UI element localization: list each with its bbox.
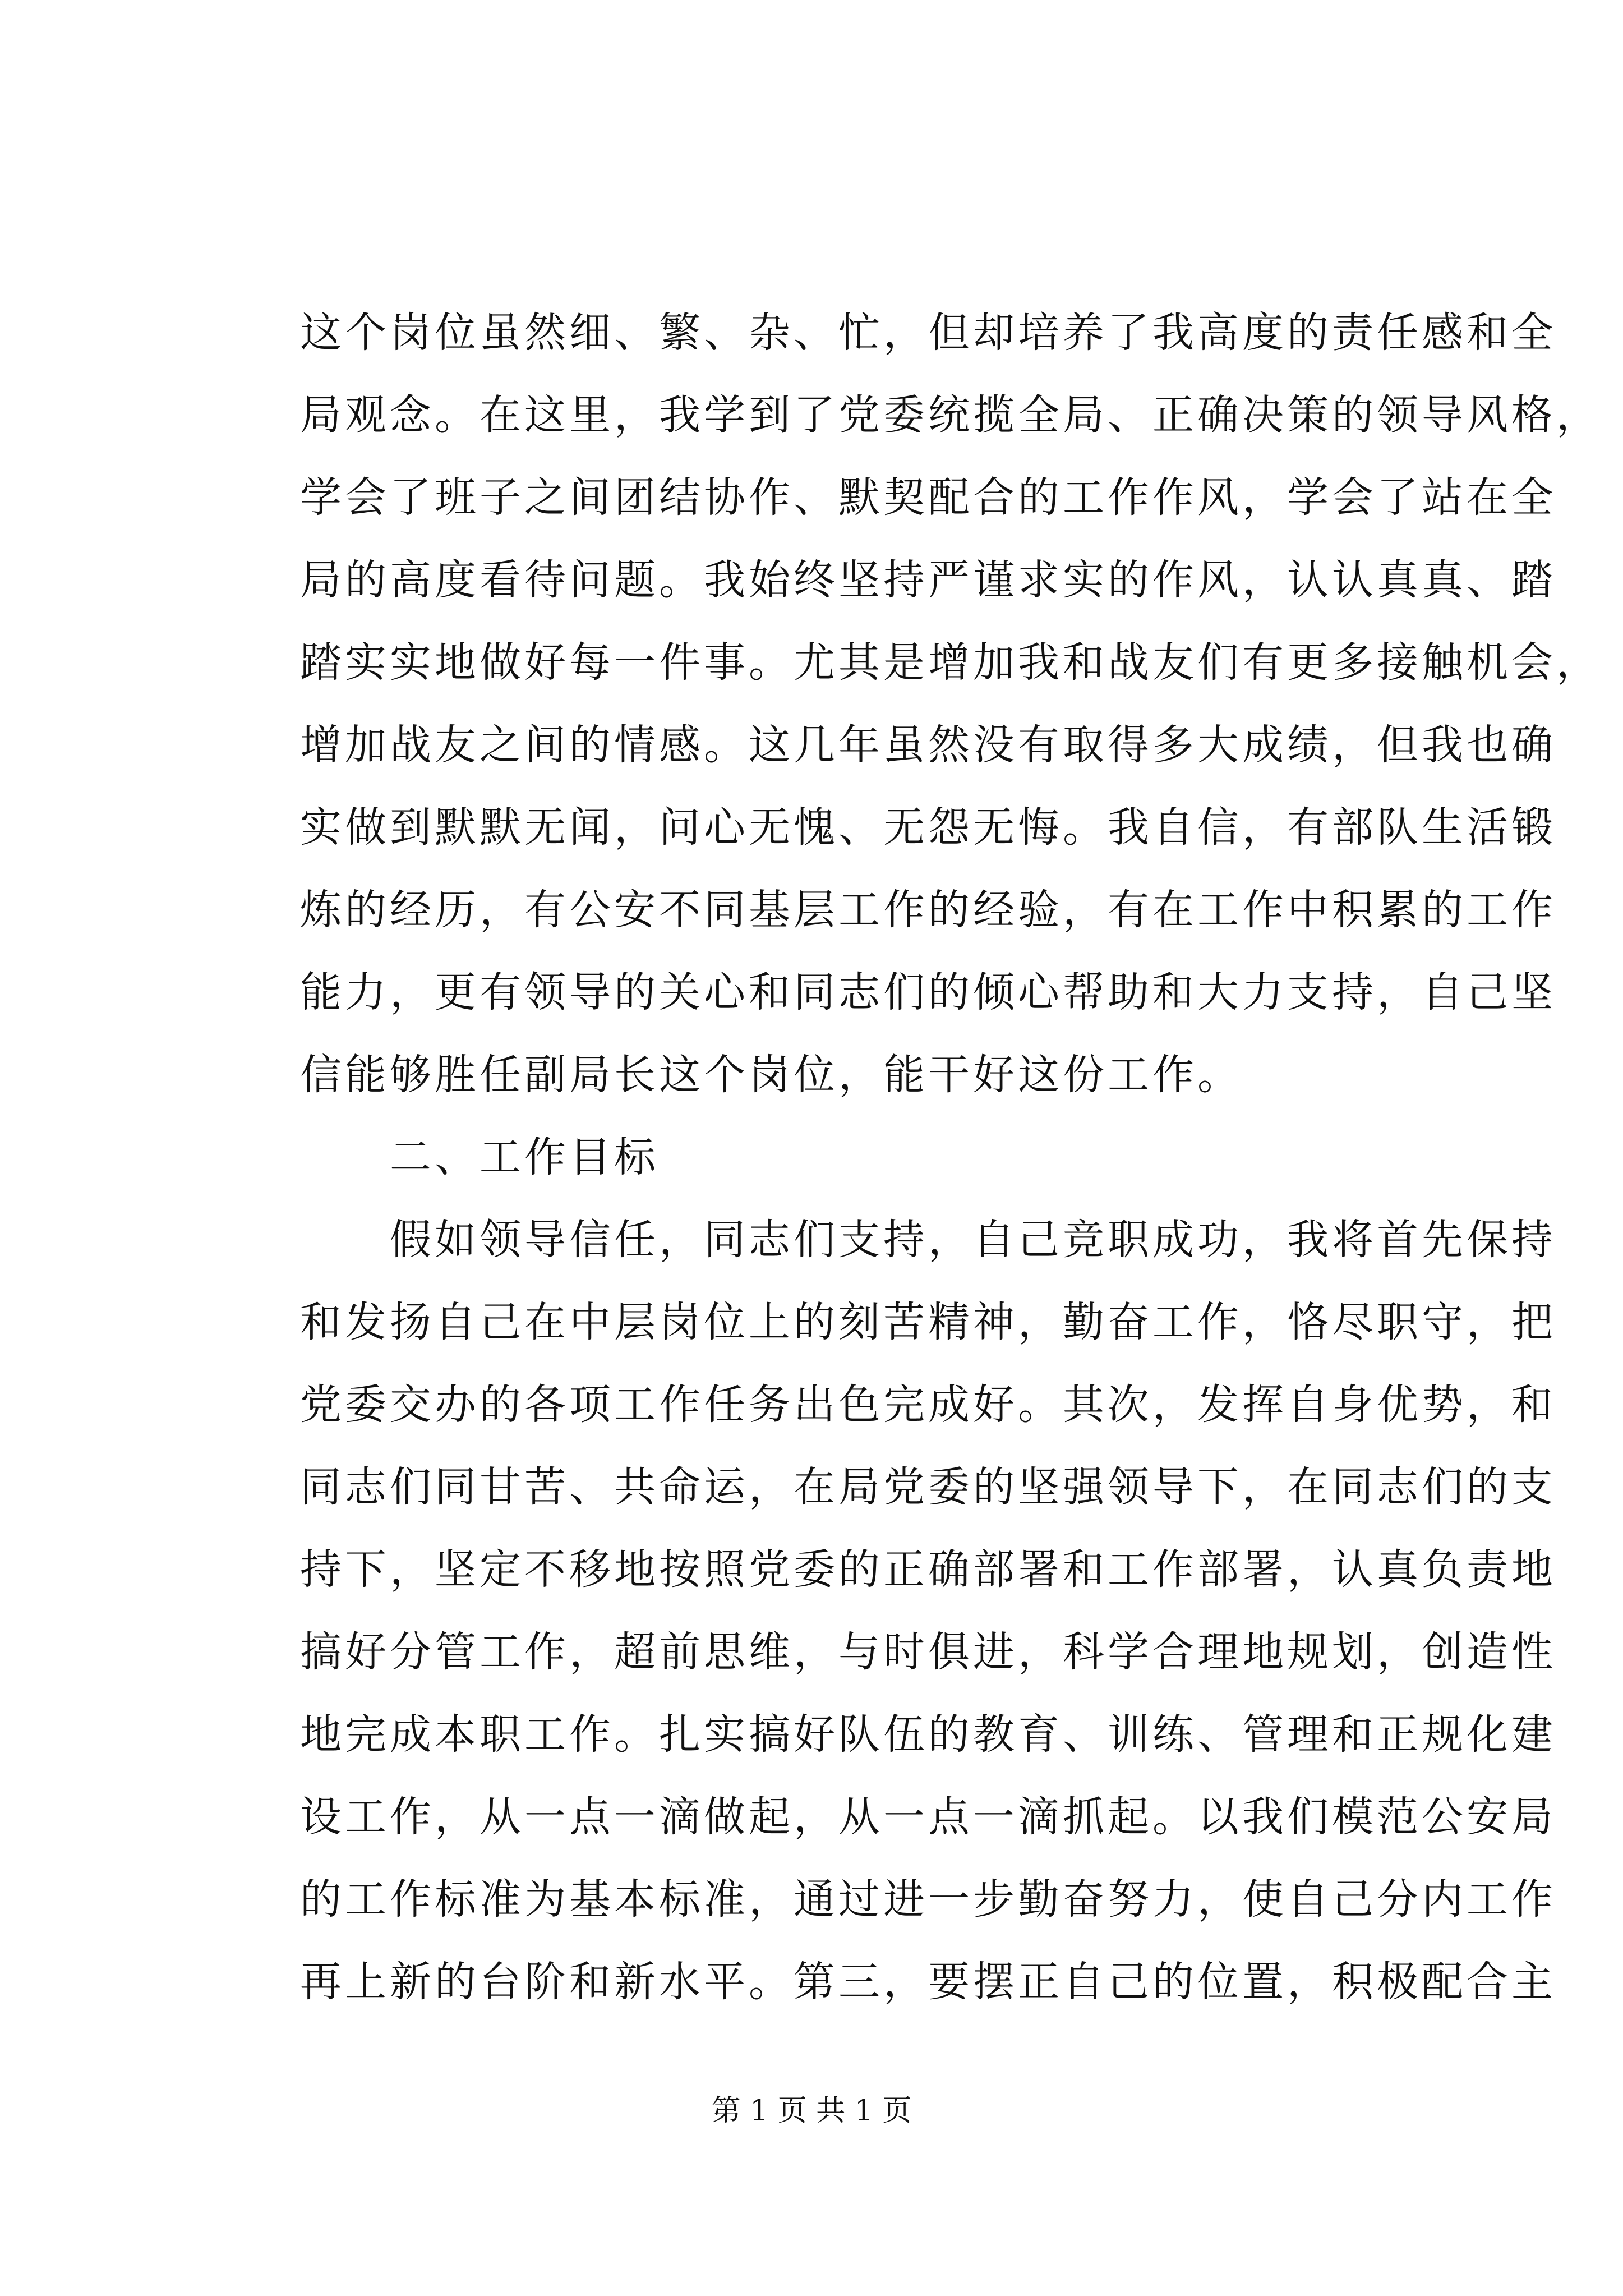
text-line: 设工作，从一点一滴做起，从一点一滴抓起。以我们模范公安局 [300, 1793, 1556, 1841]
text-line: 增加战友之间的情感。这几年虽然没有取得多大成绩，但我也确 [300, 721, 1556, 769]
page-footer: 第 1 页 共 1 页 [711, 2094, 912, 2128]
text-line: 信能够胜任副局长这个岗位，能干好这份工作。 [300, 1051, 1242, 1099]
text-line: 踏实实地做好每一件事。尤其是增加我和战友们有更多接触机会， [300, 638, 1601, 687]
text-line: 和发扬自己在中层岗位上的刻苦精神，勤奋工作，恪尽职守，把 [300, 1298, 1556, 1346]
text-line: 假如领导信任，同志们支持，自己竞职成功，我将首先保持 [390, 1216, 1556, 1264]
text-line: 的工作标准为基本标准，通过进一步勤奋努力，使自己分内工作 [300, 1875, 1556, 1924]
section-heading: 二、工作目标 [390, 1133, 659, 1181]
text-line: 地完成本职工作。扎实搞好队伍的教育、训练、管理和正规化建 [300, 1710, 1556, 1759]
text-line: 再上新的台阶和新水平。第三，要摆正自己的位置，积极配合主 [300, 1958, 1556, 2006]
text-line: 局观念。在这里，我学到了党委统揽全局、正确决策的领导风格， [300, 391, 1601, 439]
text-line: 局的高度看待问题。我始终坚持严谨求实的作风，认认真真、踏 [300, 556, 1556, 604]
text-line: 能力，更有领导的关心和同志们的倾心帮助和大力支持，自己坚 [300, 968, 1556, 1016]
text-line: 持下，坚定不移地按照党委的正确部署和工作部署，认真负责地 [300, 1545, 1556, 1594]
body-text [300, 292, 1601, 2023]
text-line: 炼的经历，有公安不同基层工作的经验，有在工作中积累的工作 [300, 886, 1556, 934]
text-line: 这个岗位虽然细、繁、杂、忙，但却培养了我高度的责任感和全 [300, 309, 1556, 357]
text-line: 实做到默默无闻，问心无愧、无怨无悔。我自信，有部队生活锻 [300, 803, 1556, 852]
text-line: 学会了班子之间团结协作、默契配合的工作作风，学会了站在全 [300, 473, 1556, 522]
text-line: 党委交办的各项工作任务出色完成好。其次，发挥自身优势，和 [300, 1381, 1556, 1429]
text-line: 同志们同甘苦、共命运，在局党委的坚强领导下，在同志们的支 [300, 1463, 1556, 1511]
text-line: 搞好分管工作，超前思维，与时俱进，科学合理地规划，创造性 [300, 1628, 1556, 1676]
